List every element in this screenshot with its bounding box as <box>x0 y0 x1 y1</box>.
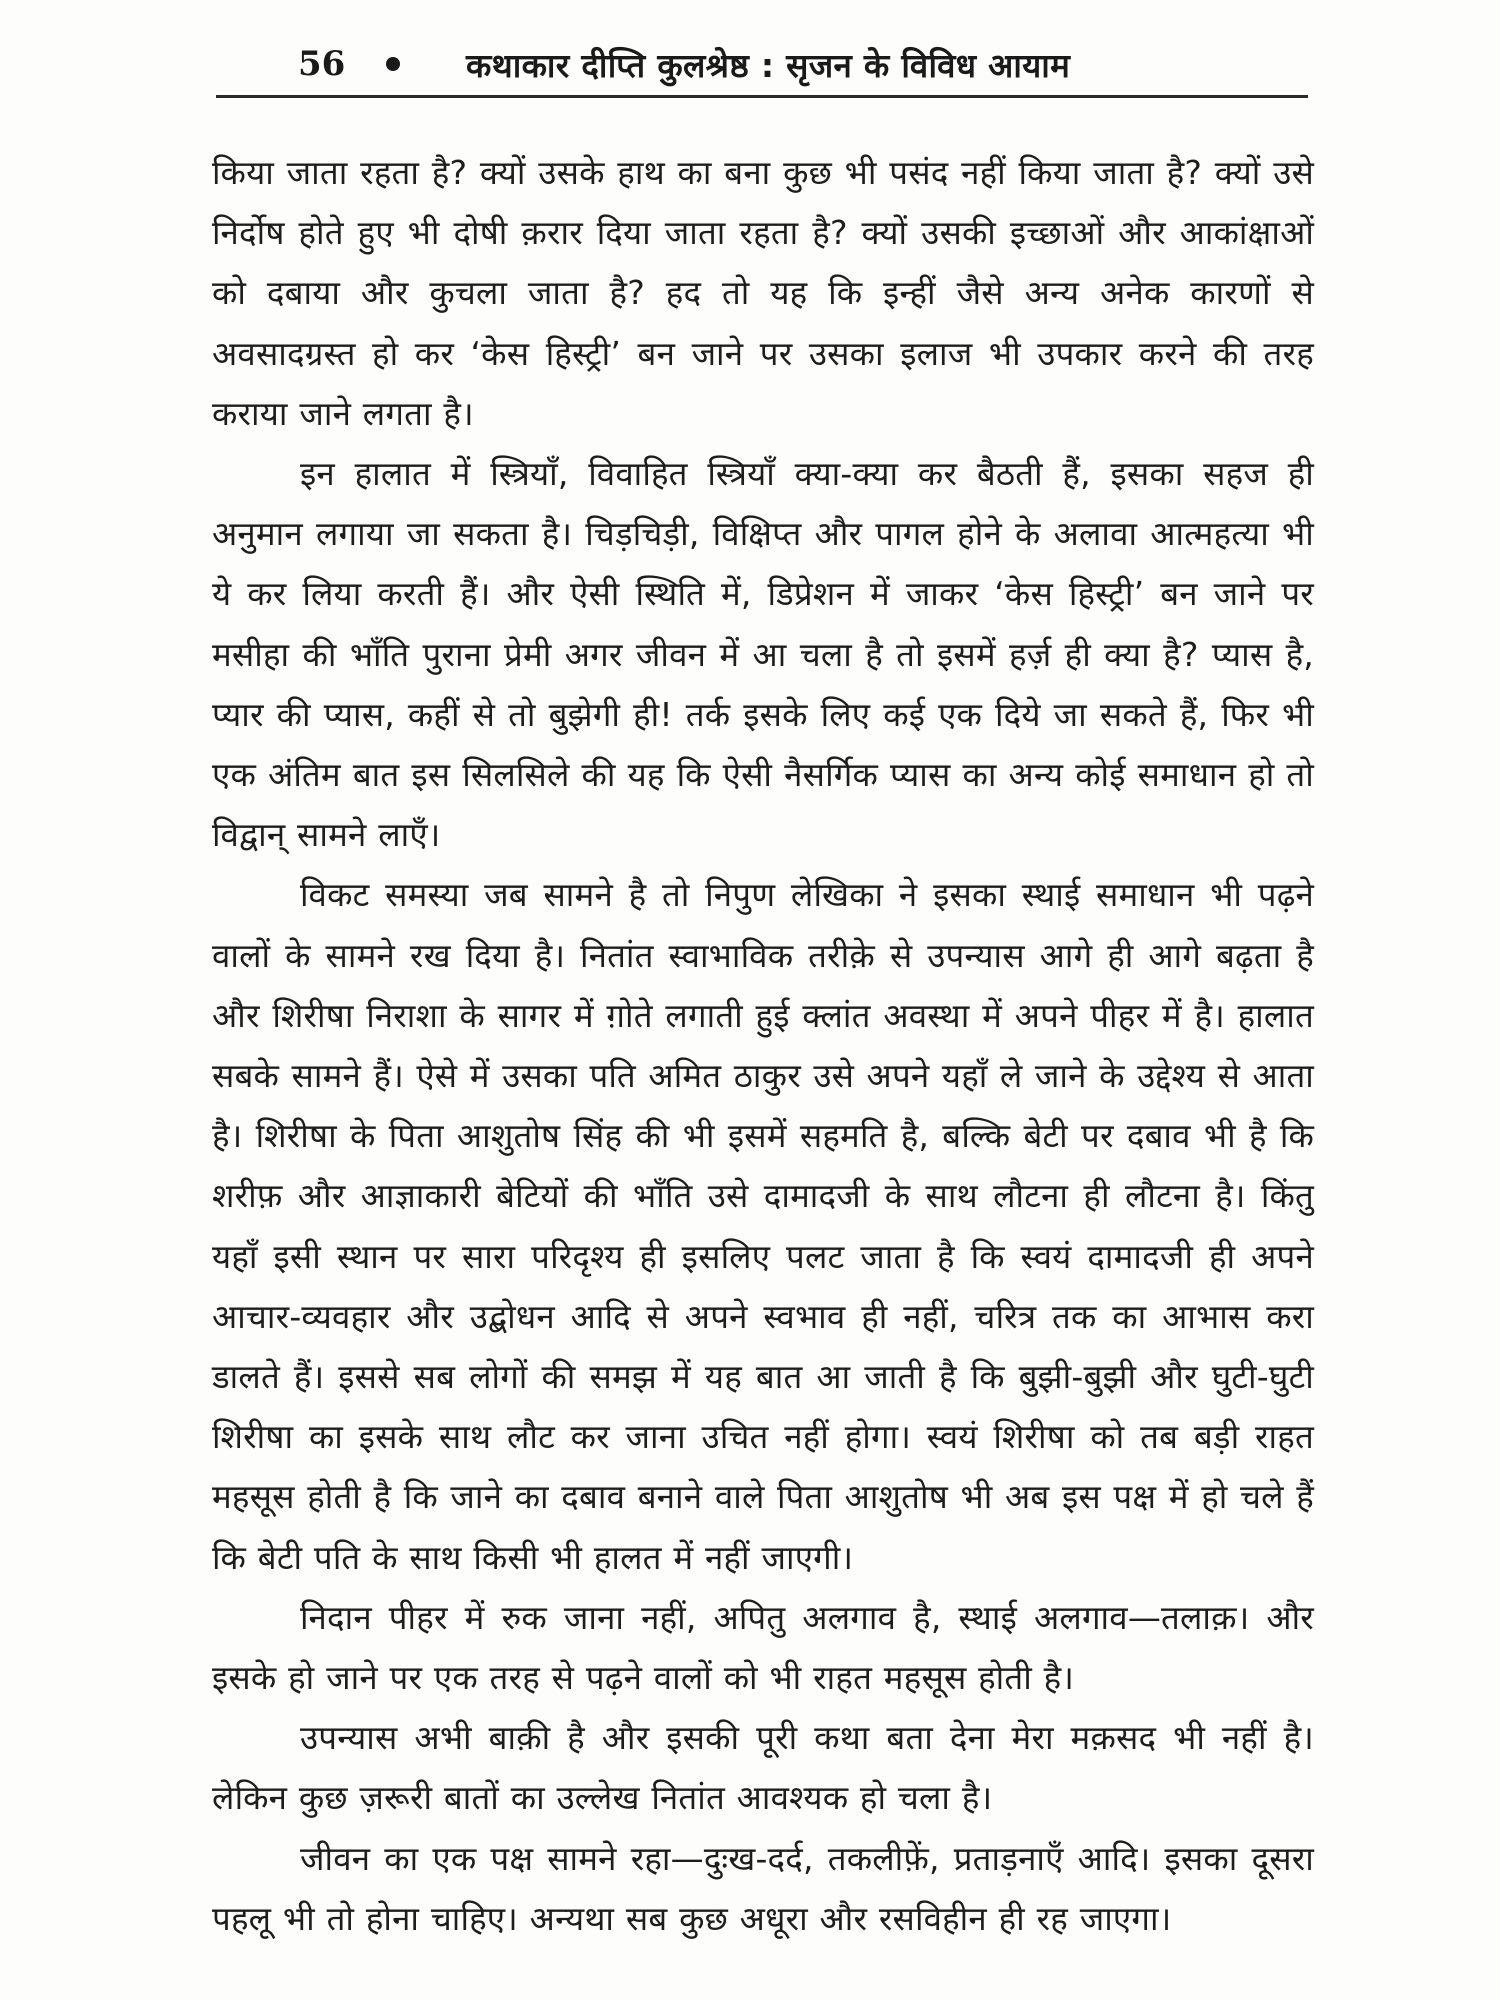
running-head <box>216 40 1308 88</box>
paragraph-5: उपन्यास अभी बाक़ी है और इसकी पूरी कथा बता देना मेरा मक़सद भी नहीं है। लेकिन कुछ ज़रूरी बातों का उल्लेख नितांत आवश्यक हो चला है। <box>212 1718 1314 1818</box>
body-text <box>212 143 1314 1949</box>
book-title: कथाकार दीप्ति कुलश्रेष्ठ : सृजन के विविध आयाम <box>466 45 1071 85</box>
paragraph-2: इन हालात में स्त्रियाँ, विवाहित स्त्रियाँ क्या-क्या कर बैठती हैं, इसका सहज ही अनुमान लगाया जा सकता है। चिड़चिड़ी, विक्षिप्त और पागल होने के अलावा आत्महत्या भी ये कर लिया करती हैं। और ऐसी स्थिति में, डिप्रेशन में जाकर ‘केस हिस्ट्री’ बन जाने पर मसीहा की भाँति पुराना प्रेमी अगर जीवन में आ चला है तो इसमें हर्ज़ ही क्या है? प्यास है, प्यार की प्यास, कहीं से तो बुझेगी ही! तर्क इसके लिए कई एक दिये जा सकते हैं, फिर भी एक अंतिम बात इस सिलसिले की यह कि ऐसी नैसर्गिक प्यास का अन्य कोई समाधान हो तो विद्वान् सामने लाएँ। <box>212 454 1314 855</box>
paragraph-3: विकट समस्या जब सामने है तो निपुण लेखिका ने इसका स्थाई समाधान भी पढ़ने वालों के सामने रख दिया है। नितांत स्वाभाविक तरीक़े से उपन्यास आगे ही आगे बढ़ता है और शिरीषा निराशा के सागर में ग़ोते लगाती हुई क्लांत अवस्था में अपने पीहर में है। हालात सबके सामने हैं। ऐसे में उसका पति अमित ठाकुर उसे अपने यहाँ ले जाने के उद्देश्य से आता है। शिरीषा के पिता आशुतोष सिंह की भी इसमें सहमति है, बल्कि बेटी पर दबाव भी है कि शरीफ़ और आज्ञाकारी बेटियों की भाँति उसे दामादजी के साथ लौटना ही लौटना है। किंतु यहाँ इसी स्थान पर सारा परिदृश्य ही इसलिए पलट जाता है कि स्वयं दामादजी ही अपने आचार-व्यवहार और उद्बोधन आदि से अपने स्वभाव ही नहीं, चरित्र तक का आभास करा डालते हैं। इससे सब लोगों की समझ में यह बात आ जाती है कि बुझी-बुझी और घुटी-घुटी शिरीषा का इसके साथ लौट कर जाना उचित नहीं होगा। स्वयं शिरीषा को तब बड़ी राहत महसूस होती है कि जाने का दबाव बनाने वाले पिता आशुतोष भी अब इस पक्ष में हो चले हैं कि बेटी पति के साथ किसी भी हालत में नहीं जाएगी। <box>212 875 1314 1577</box>
paragraph-1: किया जाता रहता है? क्यों उसके हाथ का बना कुछ भी पसंद नहीं किया जाता है? क्यों उसे निर्दोष होते हुए भी दोषी क़रार दिया जाता रहता है? क्यों उसकी इच्छाओं और आकांक्षाओं को दबाया और कुचला जाता है? हद तो यह कि इन्हीं जैसे अन्य अनेक कारणों से अवसादग्रस्त हो कर ‘केस हिस्ट्री’ बन जाने पर उसका इलाज भी उपकार करने की तरह कराया जाने लगता है। <box>212 153 1314 433</box>
header-divider <box>216 95 1308 98</box>
page-number: 56 <box>298 44 346 84</box>
paragraph-6: जीवन का एक पक्ष सामने रहा—दुःख-दर्द, तकलीफ़ें, प्रताड़नाएँ आदि। इसका दूसरा पहलू भी तो होना चाहिए। अन्यथा सब कुछ अधूरा और रसविहीन ही रह जाएगा। <box>212 1838 1314 1938</box>
bullet-icon <box>386 57 400 71</box>
paragraph-4: निदान पीहर में रुक जाना नहीं, अपितु अलगाव है, स्थाई अलगाव—तलाक़। और इसके हो जाने पर एक तरह से पढ़ने वालों को भी राहत महसूस होती है। <box>212 1597 1314 1698</box>
